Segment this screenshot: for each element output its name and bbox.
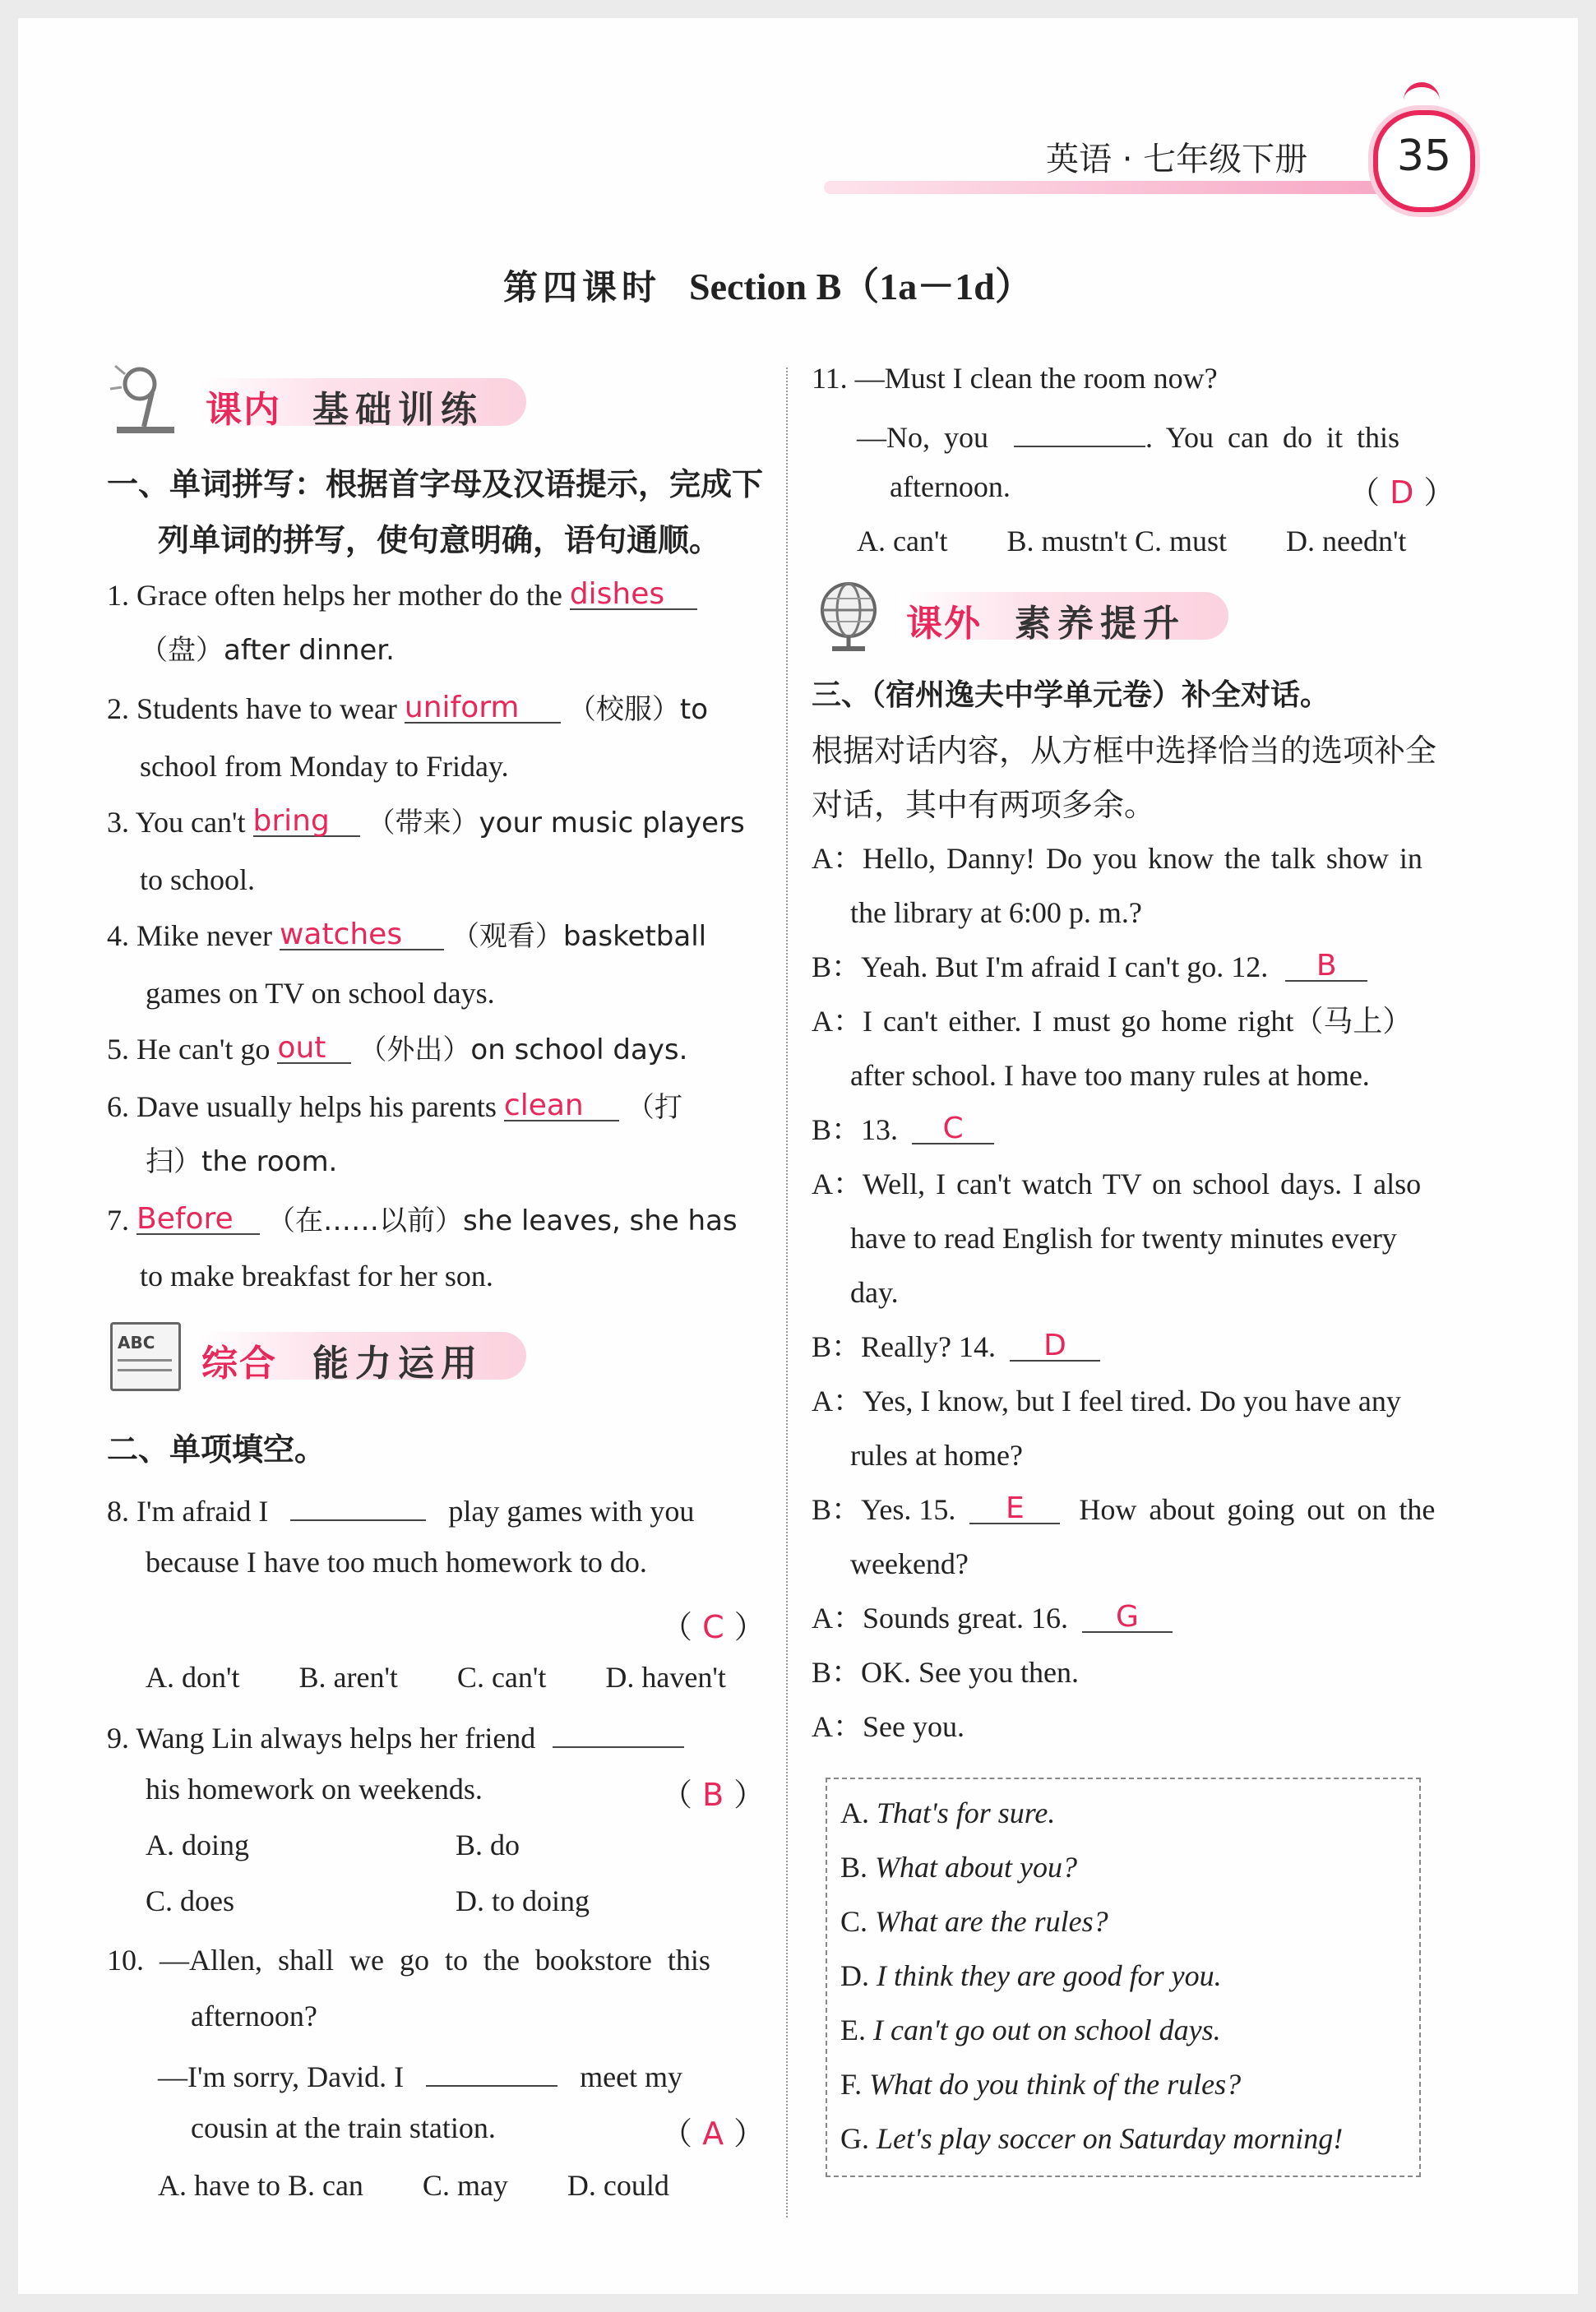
section3-badge-pink: 课外 — [906, 603, 982, 645]
q11-blank — [1014, 418, 1145, 447]
blank-12 — [1285, 949, 1367, 983]
blank-16 — [1082, 1600, 1173, 1634]
q8-answer-paren: （ C ） — [661, 1609, 766, 1645]
dialog-line-4: B：13. C — [812, 1115, 994, 1144]
dialog-line-1: A：Hello, Danny! Do you know the talk show in — [812, 842, 1423, 875]
page-badge-ribbon — [1404, 82, 1440, 112]
q4-blank — [279, 918, 444, 951]
answer-12: B — [1316, 949, 1337, 983]
q1-line1: 1. Grace often helps her mother do the dishes — [107, 580, 697, 610]
q2-line2: school from Monday to Friday. — [140, 750, 509, 783]
option-e: E. I can't go out on school days. — [840, 2014, 1221, 2046]
answer-16: G — [1116, 1600, 1139, 1634]
q7-line2: to make breakfast for her son. — [140, 1260, 493, 1292]
q8-line2: because I have too much homework to do. — [146, 1546, 647, 1579]
answer-15: E — [1006, 1491, 1025, 1525]
q8-options: A. don't B. aren't C. can't D. haven't — [146, 1661, 726, 1694]
blank-13 — [912, 1112, 994, 1145]
lesson-title — [503, 257, 1033, 311]
blank-15 — [969, 1491, 1060, 1525]
q11-line3: afternoon. — [890, 470, 1011, 503]
option-f: F. What do you think of the rules? — [840, 2068, 1242, 2101]
q5-blank — [277, 1031, 351, 1065]
q10-line4: cousin at the train station. — [191, 2111, 496, 2144]
blank-14 — [1010, 1329, 1100, 1362]
dialog-line-5: A：Well, I can't watch TV on school days. I also — [812, 1168, 1422, 1200]
lesson-title-cn: 第四课时 — [503, 267, 662, 307]
q8-blank — [290, 1491, 426, 1521]
q9-option-b: B. do — [456, 1829, 520, 1861]
q10-answer: A — [702, 2115, 724, 2152]
q3-answer: bring — [252, 804, 330, 838]
section3-instruction-l1: 三、（宿州逸夫中学单元卷）补全对话。 — [812, 678, 1330, 712]
header-subject: 英语 · 七年级下册 — [1046, 141, 1308, 178]
q11-line2: —No, you . You can do it this — [857, 418, 1399, 452]
q6-answer: clean — [503, 1089, 584, 1122]
lamp-icon — [107, 359, 189, 442]
section2-heading — [107, 1317, 534, 1391]
q9-answer-paren: （ B ） — [661, 1777, 766, 1813]
q7-line1: 7. Before （在……以前）she leaves, she has — [107, 1202, 738, 1237]
dialog-line-7: A：Yes, I know, but I feel tired. Do you have any — [812, 1385, 1401, 1417]
dialog-line-10: B：OK. See you then. — [812, 1656, 1079, 1689]
lesson-title-en: Section B（1a－1d） — [689, 266, 1033, 307]
q8-line1: 8. I'm afraid I play games with you — [107, 1491, 694, 1526]
dialog-line-3: A：I can't either. I must go home right（马上） — [812, 1005, 1413, 1038]
q5-answer: out — [277, 1031, 326, 1065]
dialog-line-5b: have to read English for twenty minutes every — [850, 1222, 1397, 1255]
q2-line1: 2. Students have to wear uniform （校服）to — [107, 691, 709, 726]
dialog-line-9: A：Sounds great. 16. G — [812, 1603, 1173, 1633]
option-a: A. That's for sure. — [840, 1796, 1056, 1829]
q1-line2: （盘）after dinner. — [140, 634, 395, 667]
section3-instruction-l3: 对话，其中有两项多余。 — [812, 787, 1156, 823]
q11-answer-paren: （ D ） — [1349, 474, 1455, 511]
section1-badge-pink: 课内 — [206, 389, 281, 431]
q3-blank — [252, 804, 360, 838]
q11-options: A. can't B. mustn't C. must D. needn't — [857, 525, 1407, 557]
q9-line2: his homework on weekends. — [146, 1773, 483, 1806]
dialog-line-8c: weekend? — [850, 1547, 969, 1580]
dialog-line-8: B：Yes. 15. E How about going out on the — [812, 1491, 1436, 1526]
section3-heading — [809, 577, 1237, 651]
section2-instruction: 二、单项填空。 — [107, 1431, 326, 1468]
q6-line2: 扫）the room. — [146, 1145, 338, 1178]
page-number: 35 — [1396, 132, 1452, 181]
q5-line1: 5. He can't go out （外出）on school days. — [107, 1031, 688, 1066]
section3-instruction-l2: 根据对话内容，从方框中选择恰当的选项补全 — [812, 733, 1437, 769]
option-c: C. What are the rules? — [840, 1905, 1108, 1938]
q11-line1: 11. —Must I clean the room now? — [812, 362, 1218, 395]
answer-14: D — [1043, 1329, 1066, 1362]
section2-badge-dark: 能力运用 — [312, 1343, 483, 1385]
q1-answer: dishes — [569, 577, 665, 611]
page-number-badge — [1373, 110, 1475, 212]
q7-blank — [136, 1202, 260, 1236]
q4-line2: games on TV on school days. — [146, 977, 495, 1010]
dialog-line-7b: rules at home? — [850, 1439, 1023, 1472]
option-b: B. What about you? — [840, 1851, 1077, 1884]
option-g: G. Let's play soccer on Saturday morning! — [840, 2122, 1344, 2155]
q9-option-a: A. doing — [146, 1829, 249, 1861]
q1-blank — [569, 577, 697, 611]
q6-blank — [503, 1089, 619, 1122]
option-d: D. I think they are good for you. — [840, 1959, 1222, 1992]
section2-badge-pink: 综合 — [201, 1343, 277, 1385]
q4-answer: watches — [279, 918, 403, 951]
dialog-line-2: B：Yeah. But I'm afraid I can't go. 12. B — [812, 952, 1367, 982]
abc-book-icon — [110, 1322, 181, 1391]
section1-instruction-l1: 一、单词拼写：根据首字母及汉语提示，完成下 — [107, 466, 764, 502]
q9-answer: B — [702, 1777, 724, 1813]
q11-answer: D — [1390, 474, 1414, 511]
q9-option-d: D. to doing — [456, 1884, 590, 1917]
q8-answer: C — [702, 1609, 724, 1645]
answer-13: C — [942, 1112, 964, 1145]
q3-line1: 3. You can't bring （带来）your music players — [107, 804, 745, 839]
globe-icon — [809, 576, 891, 658]
column-divider — [786, 368, 788, 2217]
q10-answer-paren: （ A ） — [661, 2115, 766, 2152]
q9-blank — [553, 1718, 684, 1748]
q2-answer: uniform — [404, 691, 520, 724]
workbook-page — [18, 18, 1578, 2294]
q2-blank — [404, 691, 561, 724]
q10-blank — [426, 2057, 557, 2087]
dialog-line-11: A：See you. — [812, 1710, 965, 1743]
q10-line2: afternoon? — [191, 2000, 317, 2032]
q7-answer: Before — [136, 1202, 234, 1236]
section1-heading — [107, 363, 534, 437]
q10-options: A. have to B. can C. may D. could — [158, 2169, 669, 2202]
q4-line1: 4. Mike never watches （观看）basketball — [107, 918, 707, 953]
dialog-line-3b: after school. I have too many rules at home. — [850, 1059, 1370, 1092]
q9-option-c: C. does — [146, 1884, 234, 1917]
section1-badge-dark: 基础训练 — [312, 389, 483, 431]
dialog-line-6: B：Really? 14. D — [812, 1332, 1100, 1362]
header-decor-bar — [824, 181, 1383, 194]
section3-badge-dark: 素养提升 — [1015, 603, 1186, 645]
q3-line2: to school. — [140, 863, 255, 896]
q10-line3: —I'm sorry, David. I meet my — [158, 2057, 682, 2092]
q9-line1: 9. Wang Lin always helps her friend — [107, 1718, 684, 1753]
abc-label: ABC — [118, 1333, 155, 1353]
dialog-line-1b: the library at 6:00 p. m.? — [850, 896, 1142, 929]
section1-instruction-l2: 列单词的拼写，使句意明确，语句通顺。 — [158, 522, 721, 558]
q6-line1: 6. Dave usually helps his parents clean （打 — [107, 1089, 682, 1124]
q10-line1: 10. —Allen, shall we go to the bookstore this — [107, 1944, 710, 1977]
dialog-line-5c: day. — [850, 1276, 899, 1309]
